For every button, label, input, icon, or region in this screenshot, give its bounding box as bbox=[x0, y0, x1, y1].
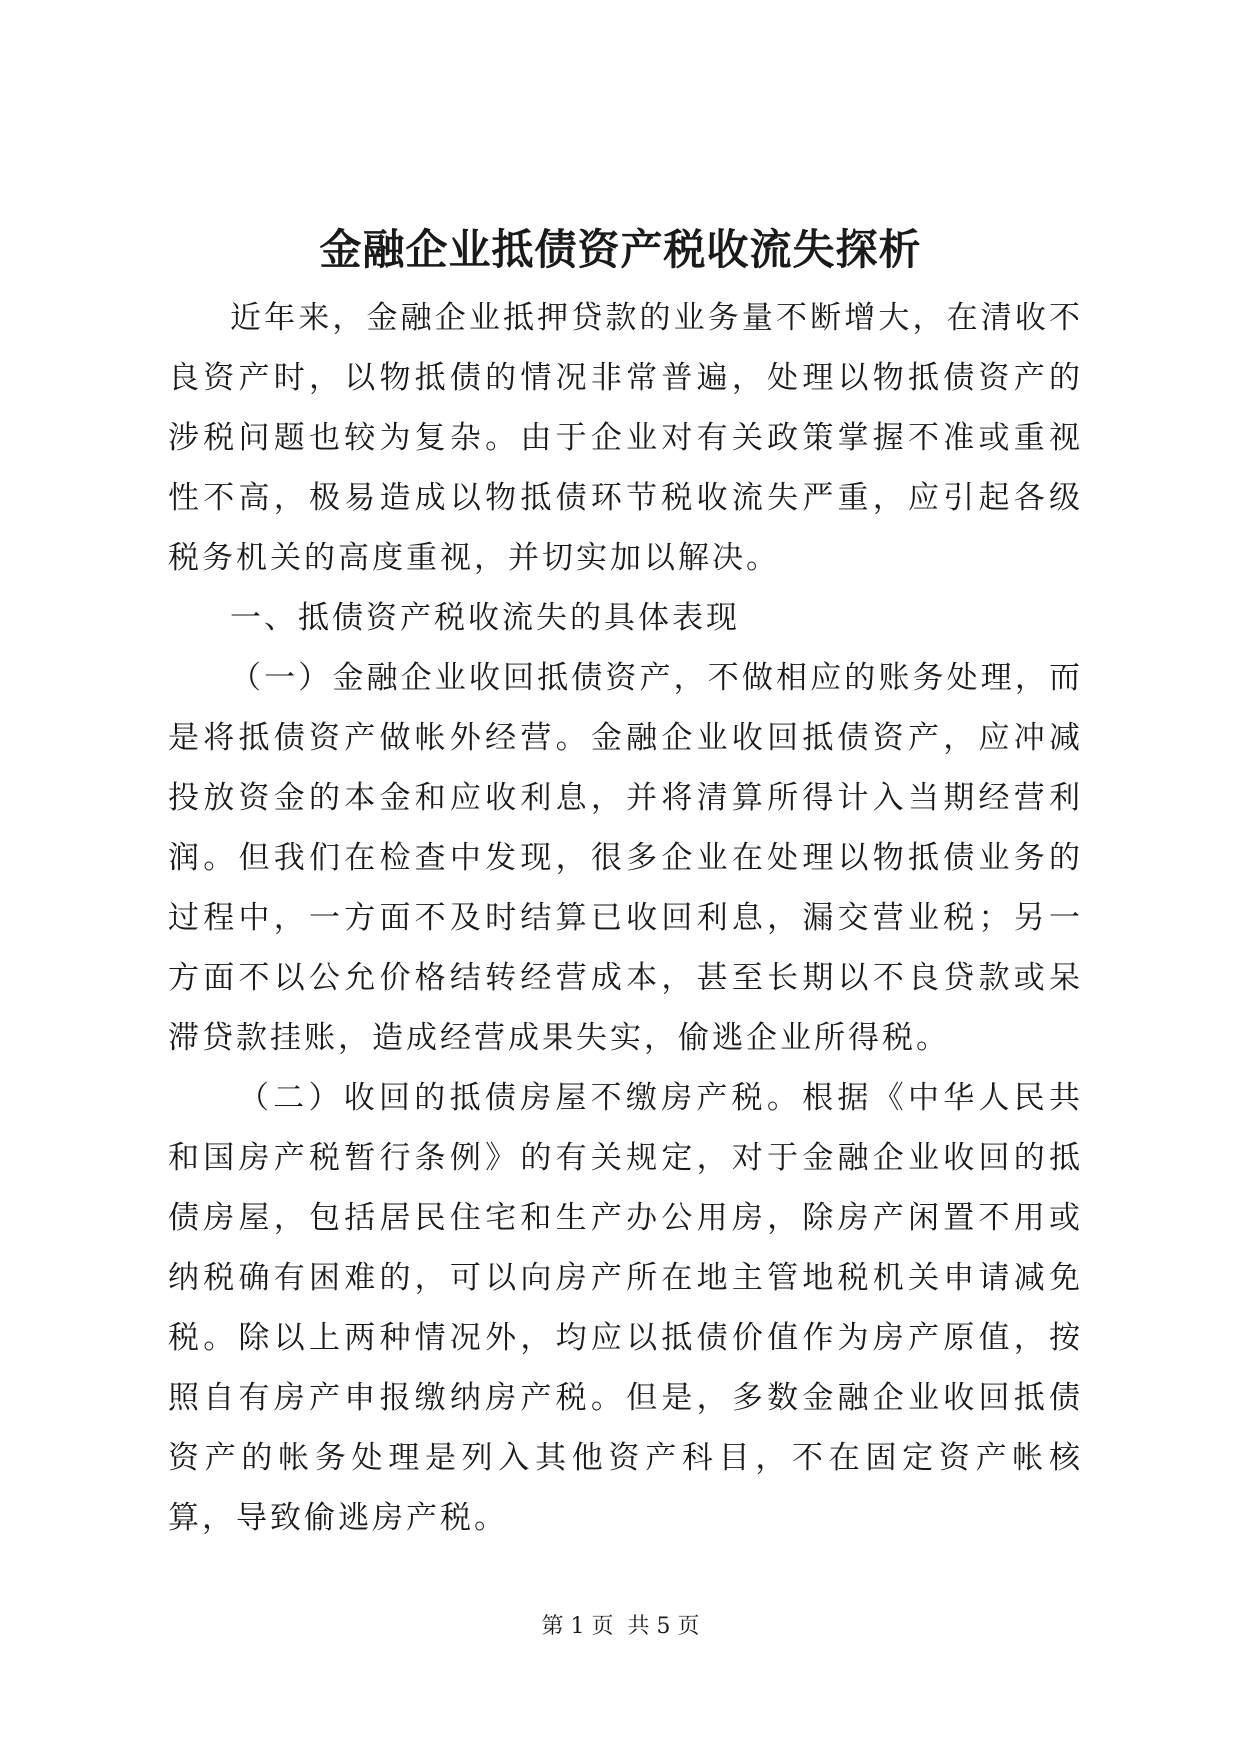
document-body bbox=[168, 288, 1083, 1548]
page-footer bbox=[0, 1612, 1241, 1642]
paragraph-item-1: （一）金融企业收回抵债资产，不做相应的账务处理，而是将抵债资产做帐外经营。金融企业收回抵债资产，应冲减投放资金的本金和应收利息，并将清算所得计入当期经营利润。但我们在检查中发现，很多企业在处理以物抵债业务的过程中，一方面不及时结算已收回利息，漏交营业税；另一方面不以公允价格结转经营成本，甚至长期以不良贷款或呆滞贷款挂账，造成经营成果失实，偷逃企业所得税。 bbox=[168, 660, 1083, 1056]
paragraph-item-2: （二）收回的抵债房屋不缴房产税。根据《中华人民共和国房产税暂行条例》的有关规定，对于金融企业收回的抵债房屋，包括居民住宅和生产办公用房，除房产闲置不用或纳税确有困难的，可以向房产所在地主管地税机关申请减免税。除以上两种情况外，均应以抵债价值作为房产原值，按照自有房产申报缴纳房产税。但是，多数金融企业收回抵债资产的帐务处理是列入其他资产科目，不在固定资产帐核算，导致偷逃房产税。 bbox=[168, 1080, 1083, 1536]
document-title: 金融企业抵债资产税收流失探析 bbox=[319, 225, 922, 274]
paragraph-intro: 近年来，金融企业抵押贷款的业务量不断增大，在清收不良资产时，以物抵债的情况非常普遍，处理以物抵债资产的涉税问题也较为复杂。由于企业对有关政策掌握不准或重视性不高，极易造成以物抵债环节税收流失严重，应引起各级税务机关的高度重视，并切实加以解决。 bbox=[168, 300, 1083, 576]
section-heading: 一、抵债资产税收流失的具体表现 bbox=[230, 600, 740, 636]
page-number: 第 1 页 共 5 页 bbox=[541, 1614, 700, 1639]
